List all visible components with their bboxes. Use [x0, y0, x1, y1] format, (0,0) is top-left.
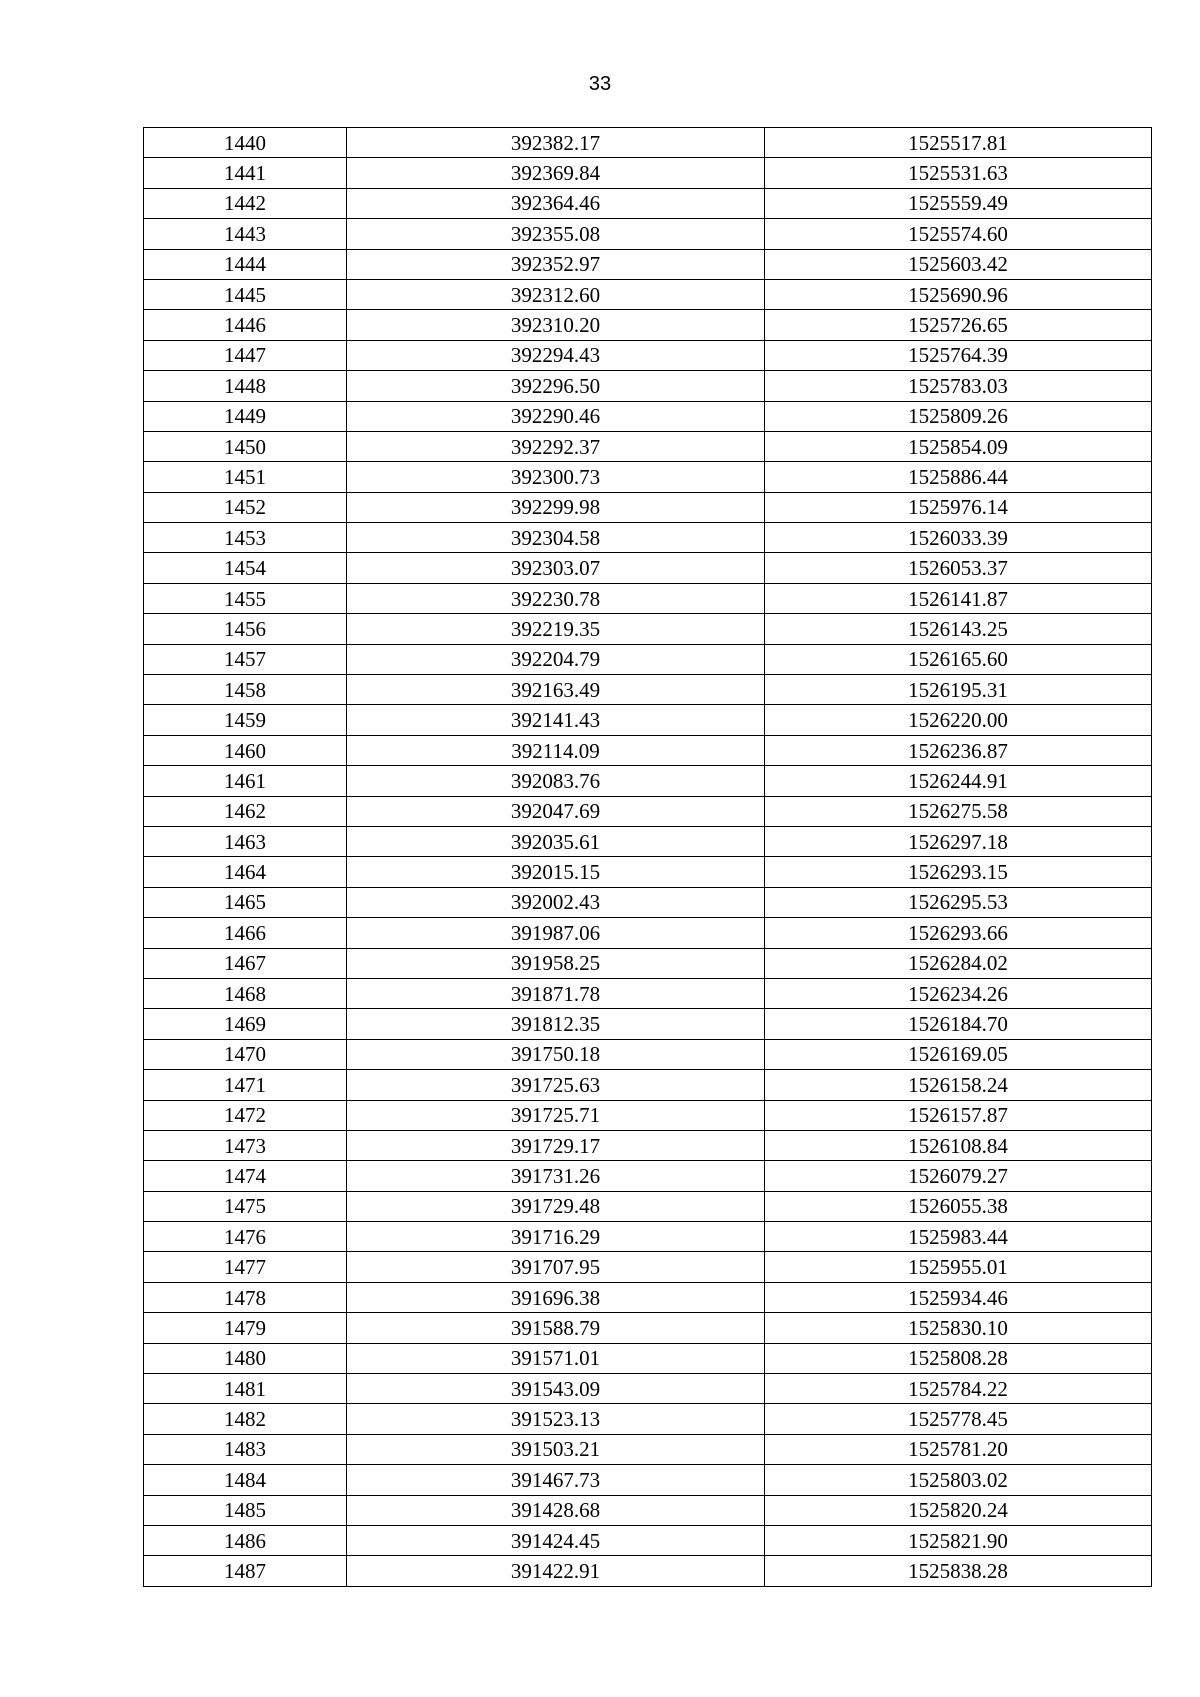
x-coordinate-cell: 392304.58 — [347, 523, 765, 553]
x-coordinate-cell: 392355.08 — [347, 219, 765, 249]
y-coordinate-cell: 1526141.87 — [765, 583, 1152, 613]
x-coordinate-cell: 391731.26 — [347, 1161, 765, 1191]
point-number-cell: 1468 — [144, 978, 347, 1008]
table-row — [144, 1222, 1152, 1252]
table-row — [144, 705, 1152, 735]
table-row — [144, 1252, 1152, 1282]
table-row — [144, 1343, 1152, 1373]
x-coordinate-cell: 392294.43 — [347, 340, 765, 370]
y-coordinate-cell: 1526236.87 — [765, 735, 1152, 765]
x-coordinate-cell: 391716.29 — [347, 1222, 765, 1252]
x-coordinate-cell: 392114.09 — [347, 735, 765, 765]
x-coordinate-cell: 391958.25 — [347, 948, 765, 978]
table-row — [144, 401, 1152, 431]
x-coordinate-cell: 392296.50 — [347, 371, 765, 401]
x-coordinate-cell: 392299.98 — [347, 492, 765, 522]
x-coordinate-cell: 392219.35 — [347, 614, 765, 644]
y-coordinate-cell: 1525781.20 — [765, 1434, 1152, 1464]
table-row — [144, 1313, 1152, 1343]
x-coordinate-cell: 391725.63 — [347, 1070, 765, 1100]
y-coordinate-cell: 1525690.96 — [765, 279, 1152, 309]
y-coordinate-cell: 1525783.03 — [765, 371, 1152, 401]
x-coordinate-cell: 391750.18 — [347, 1039, 765, 1069]
x-coordinate-cell: 391725.71 — [347, 1100, 765, 1130]
y-coordinate-cell: 1525726.65 — [765, 310, 1152, 340]
y-coordinate-cell: 1526284.02 — [765, 948, 1152, 978]
coordinates-table — [143, 127, 1152, 1587]
x-coordinate-cell: 391696.38 — [347, 1282, 765, 1312]
y-coordinate-cell: 1526297.18 — [765, 826, 1152, 856]
point-number-cell: 1452 — [144, 492, 347, 522]
point-number-cell: 1477 — [144, 1252, 347, 1282]
table-row — [144, 1039, 1152, 1069]
x-coordinate-cell: 391523.13 — [347, 1404, 765, 1434]
table-row — [144, 918, 1152, 948]
y-coordinate-cell: 1525820.24 — [765, 1495, 1152, 1525]
y-coordinate-cell: 1526079.27 — [765, 1161, 1152, 1191]
table-row — [144, 249, 1152, 279]
x-coordinate-cell: 391588.79 — [347, 1313, 765, 1343]
point-number-cell: 1442 — [144, 188, 347, 218]
point-number-cell: 1441 — [144, 158, 347, 188]
point-number-cell: 1443 — [144, 219, 347, 249]
y-coordinate-cell: 1525983.44 — [765, 1222, 1152, 1252]
x-coordinate-cell: 391812.35 — [347, 1009, 765, 1039]
point-number-cell: 1444 — [144, 249, 347, 279]
x-coordinate-cell: 392047.69 — [347, 796, 765, 826]
point-number-cell: 1467 — [144, 948, 347, 978]
table-row — [144, 431, 1152, 461]
table-row — [144, 158, 1152, 188]
y-coordinate-cell: 1526295.53 — [765, 887, 1152, 917]
y-coordinate-cell: 1525838.28 — [765, 1556, 1152, 1586]
y-coordinate-cell: 1526234.26 — [765, 978, 1152, 1008]
x-coordinate-cell: 391729.48 — [347, 1191, 765, 1221]
point-number-cell: 1486 — [144, 1525, 347, 1555]
point-number-cell: 1469 — [144, 1009, 347, 1039]
y-coordinate-cell: 1526169.05 — [765, 1039, 1152, 1069]
table-row — [144, 1374, 1152, 1404]
x-coordinate-cell: 392230.78 — [347, 583, 765, 613]
y-coordinate-cell: 1526158.24 — [765, 1070, 1152, 1100]
x-coordinate-cell: 392015.15 — [347, 857, 765, 887]
x-coordinate-cell: 391503.21 — [347, 1434, 765, 1464]
y-coordinate-cell: 1525531.63 — [765, 158, 1152, 188]
point-number-cell: 1481 — [144, 1374, 347, 1404]
point-number-cell: 1456 — [144, 614, 347, 644]
point-number-cell: 1482 — [144, 1404, 347, 1434]
point-number-cell: 1473 — [144, 1130, 347, 1160]
table-row — [144, 1434, 1152, 1464]
point-number-cell: 1464 — [144, 857, 347, 887]
point-number-cell: 1455 — [144, 583, 347, 613]
table-row — [144, 614, 1152, 644]
table-row — [144, 1465, 1152, 1495]
point-number-cell: 1450 — [144, 431, 347, 461]
x-coordinate-cell: 392290.46 — [347, 401, 765, 431]
y-coordinate-cell: 1525886.44 — [765, 462, 1152, 492]
y-coordinate-cell: 1525764.39 — [765, 340, 1152, 370]
table-row — [144, 887, 1152, 917]
y-coordinate-cell: 1526055.38 — [765, 1191, 1152, 1221]
table-row — [144, 219, 1152, 249]
x-coordinate-cell: 392141.43 — [347, 705, 765, 735]
table-row — [144, 948, 1152, 978]
table-row — [144, 1525, 1152, 1555]
point-number-cell: 1445 — [144, 279, 347, 309]
table-row — [144, 796, 1152, 826]
coordinates-table-body — [144, 128, 1152, 1587]
point-number-cell: 1449 — [144, 401, 347, 431]
x-coordinate-cell: 391707.95 — [347, 1252, 765, 1282]
point-number-cell: 1475 — [144, 1191, 347, 1221]
x-coordinate-cell: 392382.17 — [347, 128, 765, 158]
x-coordinate-cell: 392369.84 — [347, 158, 765, 188]
y-coordinate-cell: 1526143.25 — [765, 614, 1152, 644]
table-row — [144, 1191, 1152, 1221]
table-row — [144, 1130, 1152, 1160]
x-coordinate-cell: 391422.91 — [347, 1556, 765, 1586]
y-coordinate-cell: 1525784.22 — [765, 1374, 1152, 1404]
x-coordinate-cell: 392002.43 — [347, 887, 765, 917]
x-coordinate-cell: 392352.97 — [347, 249, 765, 279]
table-row — [144, 766, 1152, 796]
y-coordinate-cell: 1526293.66 — [765, 918, 1152, 948]
x-coordinate-cell: 391871.78 — [347, 978, 765, 1008]
point-number-cell: 1463 — [144, 826, 347, 856]
point-number-cell: 1461 — [144, 766, 347, 796]
table-row — [144, 1556, 1152, 1586]
x-coordinate-cell: 392310.20 — [347, 310, 765, 340]
table-row — [144, 735, 1152, 765]
point-number-cell: 1459 — [144, 705, 347, 735]
table-row — [144, 188, 1152, 218]
table-row — [144, 310, 1152, 340]
table-row — [144, 1100, 1152, 1130]
table-row — [144, 462, 1152, 492]
y-coordinate-cell: 1526165.60 — [765, 644, 1152, 674]
y-coordinate-cell: 1525809.26 — [765, 401, 1152, 431]
point-number-cell: 1485 — [144, 1495, 347, 1525]
y-coordinate-cell: 1525854.09 — [765, 431, 1152, 461]
x-coordinate-cell: 391424.45 — [347, 1525, 765, 1555]
table-row — [144, 1009, 1152, 1039]
y-coordinate-cell: 1525830.10 — [765, 1313, 1152, 1343]
point-number-cell: 1440 — [144, 128, 347, 158]
point-number-cell: 1472 — [144, 1100, 347, 1130]
point-number-cell: 1483 — [144, 1434, 347, 1464]
table-row — [144, 1495, 1152, 1525]
table-row — [144, 583, 1152, 613]
y-coordinate-cell: 1526053.37 — [765, 553, 1152, 583]
point-number-cell: 1454 — [144, 553, 347, 583]
y-coordinate-cell: 1526195.31 — [765, 675, 1152, 705]
y-coordinate-cell: 1525603.42 — [765, 249, 1152, 279]
y-coordinate-cell: 1526184.70 — [765, 1009, 1152, 1039]
table-row — [144, 1161, 1152, 1191]
table-row — [144, 644, 1152, 674]
table-row — [144, 826, 1152, 856]
x-coordinate-cell: 392292.37 — [347, 431, 765, 461]
table-row — [144, 675, 1152, 705]
point-number-cell: 1480 — [144, 1343, 347, 1373]
y-coordinate-cell: 1525821.90 — [765, 1525, 1152, 1555]
x-coordinate-cell: 392303.07 — [347, 553, 765, 583]
point-number-cell: 1460 — [144, 735, 347, 765]
point-number-cell: 1476 — [144, 1222, 347, 1252]
x-coordinate-cell: 391987.06 — [347, 918, 765, 948]
point-number-cell: 1458 — [144, 675, 347, 705]
y-coordinate-cell: 1526157.87 — [765, 1100, 1152, 1130]
table-row — [144, 857, 1152, 887]
table-row — [144, 371, 1152, 401]
x-coordinate-cell: 391428.68 — [347, 1495, 765, 1525]
y-coordinate-cell: 1526033.39 — [765, 523, 1152, 553]
x-coordinate-cell: 391467.73 — [347, 1465, 765, 1495]
page-number: 33 — [588, 73, 612, 95]
table-row — [144, 523, 1152, 553]
y-coordinate-cell: 1525934.46 — [765, 1282, 1152, 1312]
y-coordinate-cell: 1526244.91 — [765, 766, 1152, 796]
table-row — [144, 1070, 1152, 1100]
table-row — [144, 340, 1152, 370]
x-coordinate-cell: 392163.49 — [347, 675, 765, 705]
y-coordinate-cell: 1525517.81 — [765, 128, 1152, 158]
x-coordinate-cell: 392312.60 — [347, 279, 765, 309]
point-number-cell: 1471 — [144, 1070, 347, 1100]
x-coordinate-cell: 392083.76 — [347, 766, 765, 796]
table-row — [144, 279, 1152, 309]
point-number-cell: 1457 — [144, 644, 347, 674]
point-number-cell: 1470 — [144, 1039, 347, 1069]
y-coordinate-cell: 1525559.49 — [765, 188, 1152, 218]
y-coordinate-cell: 1526275.58 — [765, 796, 1152, 826]
y-coordinate-cell: 1526220.00 — [765, 705, 1152, 735]
x-coordinate-cell: 392035.61 — [347, 826, 765, 856]
point-number-cell: 1465 — [144, 887, 347, 917]
table-row — [144, 978, 1152, 1008]
point-number-cell: 1474 — [144, 1161, 347, 1191]
point-number-cell: 1451 — [144, 462, 347, 492]
table-row — [144, 492, 1152, 522]
table-row — [144, 1404, 1152, 1434]
x-coordinate-cell: 392300.73 — [347, 462, 765, 492]
point-number-cell: 1487 — [144, 1556, 347, 1586]
y-coordinate-cell: 1525803.02 — [765, 1465, 1152, 1495]
table-row — [144, 1282, 1152, 1312]
point-number-cell: 1466 — [144, 918, 347, 948]
y-coordinate-cell: 1525778.45 — [765, 1404, 1152, 1434]
x-coordinate-cell: 392204.79 — [347, 644, 765, 674]
y-coordinate-cell: 1525574.60 — [765, 219, 1152, 249]
y-coordinate-cell: 1525976.14 — [765, 492, 1152, 522]
y-coordinate-cell: 1526293.15 — [765, 857, 1152, 887]
point-number-cell: 1479 — [144, 1313, 347, 1343]
y-coordinate-cell: 1526108.84 — [765, 1130, 1152, 1160]
point-number-cell: 1446 — [144, 310, 347, 340]
point-number-cell: 1447 — [144, 340, 347, 370]
y-coordinate-cell: 1525955.01 — [765, 1252, 1152, 1282]
x-coordinate-cell: 391571.01 — [347, 1343, 765, 1373]
y-coordinate-cell: 1525808.28 — [765, 1343, 1152, 1373]
x-coordinate-cell: 392364.46 — [347, 188, 765, 218]
point-number-cell: 1478 — [144, 1282, 347, 1312]
x-coordinate-cell: 391543.09 — [347, 1374, 765, 1404]
x-coordinate-cell: 391729.17 — [347, 1130, 765, 1160]
point-number-cell: 1448 — [144, 371, 347, 401]
point-number-cell: 1484 — [144, 1465, 347, 1495]
table-row — [144, 553, 1152, 583]
point-number-cell: 1453 — [144, 523, 347, 553]
table-row — [144, 128, 1152, 158]
point-number-cell: 1462 — [144, 796, 347, 826]
